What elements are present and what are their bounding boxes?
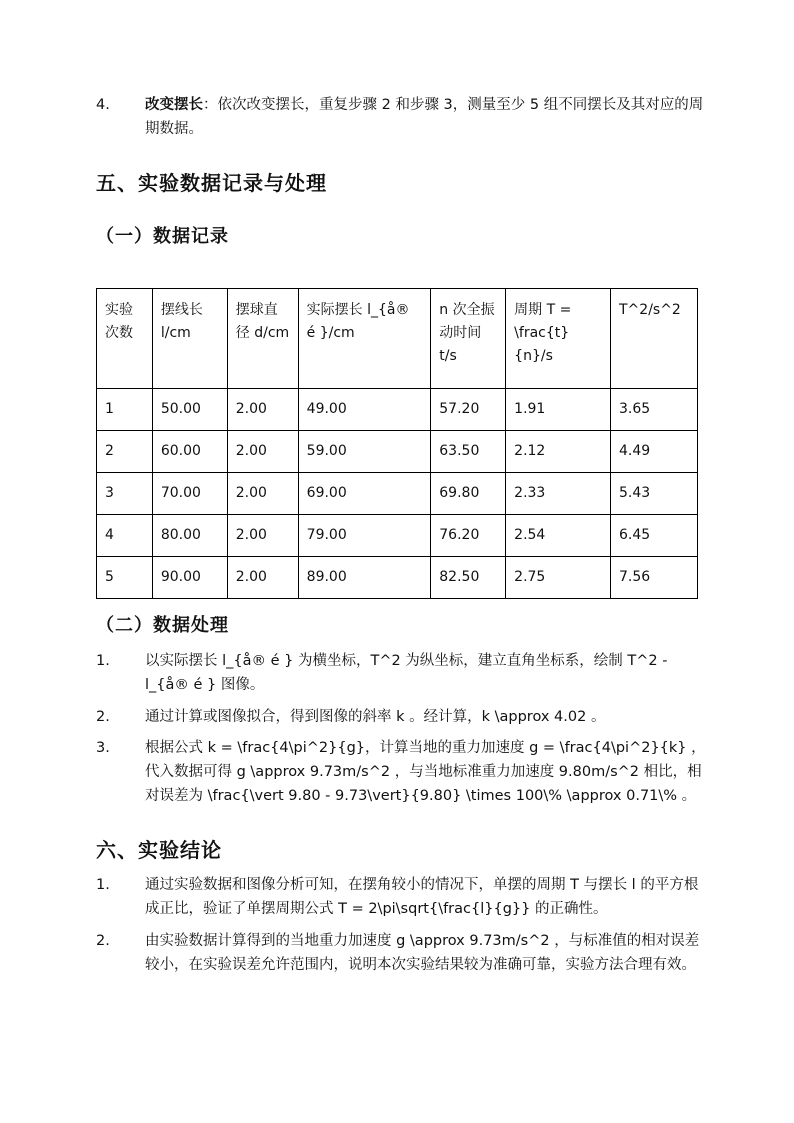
step-4 bbox=[96, 93, 706, 141]
conclusion-item-1: 1. 通过实验数据和图像分析可知，在摆角较小的情况下，单摆的周期 T 与摆长 l 的平方根成正比，验证了单摆周期公式 T = 2\pi\sqrt{\frac{l}{g}} 的正确性。 bbox=[96, 877, 699, 917]
header-cell: 周期 T = \frac{t}{n}/s bbox=[506, 289, 611, 389]
table-cell: 2.00 bbox=[227, 557, 298, 599]
processing-item-2: 2. 通过计算或图像拟合，得到图像的斜率 k 。经计算，k \approx 4.02 。 bbox=[96, 709, 606, 725]
subsection-data-record-title: （一）数据记录 bbox=[96, 226, 229, 247]
table-cell: 69.00 bbox=[298, 473, 431, 515]
header-cell: n 次全振动时间 t/s bbox=[431, 289, 506, 389]
table-cell: 82.50 bbox=[431, 557, 506, 599]
table-cell: 2.75 bbox=[506, 557, 611, 599]
table-cell: 1 bbox=[97, 389, 153, 431]
table-cell: 6.45 bbox=[611, 515, 698, 557]
table-cell: 70.00 bbox=[152, 473, 227, 515]
table-cell: 79.00 bbox=[298, 515, 431, 557]
table-cell: 49.00 bbox=[298, 389, 431, 431]
table-cell: 50.00 bbox=[152, 389, 227, 431]
table-row bbox=[97, 431, 698, 473]
section-5-title: 五、实验数据记录与处理 bbox=[96, 171, 327, 195]
processing-item-3: 3. 根据公式 k = \frac{4\pi^2}{g}，计算当地的重力加速度 g = \frac{4\pi^2}{k} ，代入数据可得 g \approx 9.73m/s^2 ，与当地标准重力加速度 9.80m/s^2 相比，相对误差为 \frac{\vert 9.80 - 9.73\vert}{9.80} \times 100\% \approx 0.71\% 。 bbox=[96, 740, 706, 804]
table-cell: 2.12 bbox=[506, 431, 611, 473]
table-row bbox=[97, 473, 698, 515]
table-cell: 1.91 bbox=[506, 389, 611, 431]
table-cell: 2 bbox=[97, 431, 153, 473]
table-cell: 2.00 bbox=[227, 389, 298, 431]
table-cell: 4.49 bbox=[611, 431, 698, 473]
table-cell: 4 bbox=[97, 515, 153, 557]
table-cell: 7.56 bbox=[611, 557, 698, 599]
table-cell: 2.00 bbox=[227, 431, 298, 473]
table-cell: 5.43 bbox=[611, 473, 698, 515]
table-row bbox=[97, 389, 698, 431]
table-cell: 2.00 bbox=[227, 473, 298, 515]
table-cell: 60.00 bbox=[152, 431, 227, 473]
section-6-title: 六、实验结论 bbox=[96, 838, 222, 862]
table-cell: 89.00 bbox=[298, 557, 431, 599]
processing-item-1: 1. 以实际摆长 l_{å® é } 为横坐标，T^2 为纵坐标，建立直角坐标系，绘制 T^2 - l_{å® é } 图像。 bbox=[96, 653, 668, 693]
table-cell: 2.33 bbox=[506, 473, 611, 515]
data-table bbox=[96, 288, 698, 599]
header-cell: 实际摆长 l_{å® é }/cm bbox=[298, 289, 431, 389]
header-cell: 摆球直径 d/cm bbox=[227, 289, 298, 389]
subsection-data-processing-title: （二）数据处理 bbox=[96, 615, 229, 636]
conclusion-item-2: 2. 由实验数据计算得到的当地重力加速度 g \approx 9.73m/s^2 ，与标准值的相对误差较小，在实验误差允许范围内，说明本次实验结果较为准确可靠，实验方法合理有效。 bbox=[96, 933, 700, 973]
table-header-row bbox=[97, 289, 698, 389]
header-cell: 摆线长 l/cm bbox=[152, 289, 227, 389]
header-cell: 实验次数 bbox=[97, 289, 153, 389]
table-cell: 57.20 bbox=[431, 389, 506, 431]
table-cell: 63.50 bbox=[431, 431, 506, 473]
step-4-number: 4. bbox=[96, 97, 110, 113]
table-cell: 76.20 bbox=[431, 515, 506, 557]
table-cell: 3.65 bbox=[611, 389, 698, 431]
table-cell: 2.54 bbox=[506, 515, 611, 557]
table-cell: 5 bbox=[97, 557, 153, 599]
table-cell: 3 bbox=[97, 473, 153, 515]
table-row bbox=[97, 515, 698, 557]
table-cell: 90.00 bbox=[152, 557, 227, 599]
table-cell: 80.00 bbox=[152, 515, 227, 557]
table-cell: 59.00 bbox=[298, 431, 431, 473]
table-row bbox=[97, 557, 698, 599]
table-cell: 2.00 bbox=[227, 515, 298, 557]
table-cell: 69.80 bbox=[431, 473, 506, 515]
header-cell: T^2/s^2 bbox=[611, 289, 698, 389]
step-4-text: ：依次改变摆长，重复步骤 2 和步骤 3，测量至少 5 组不同摆长及其对应的周期数据。 bbox=[145, 97, 704, 137]
step-4-keyword: 改变摆长 bbox=[145, 97, 203, 113]
